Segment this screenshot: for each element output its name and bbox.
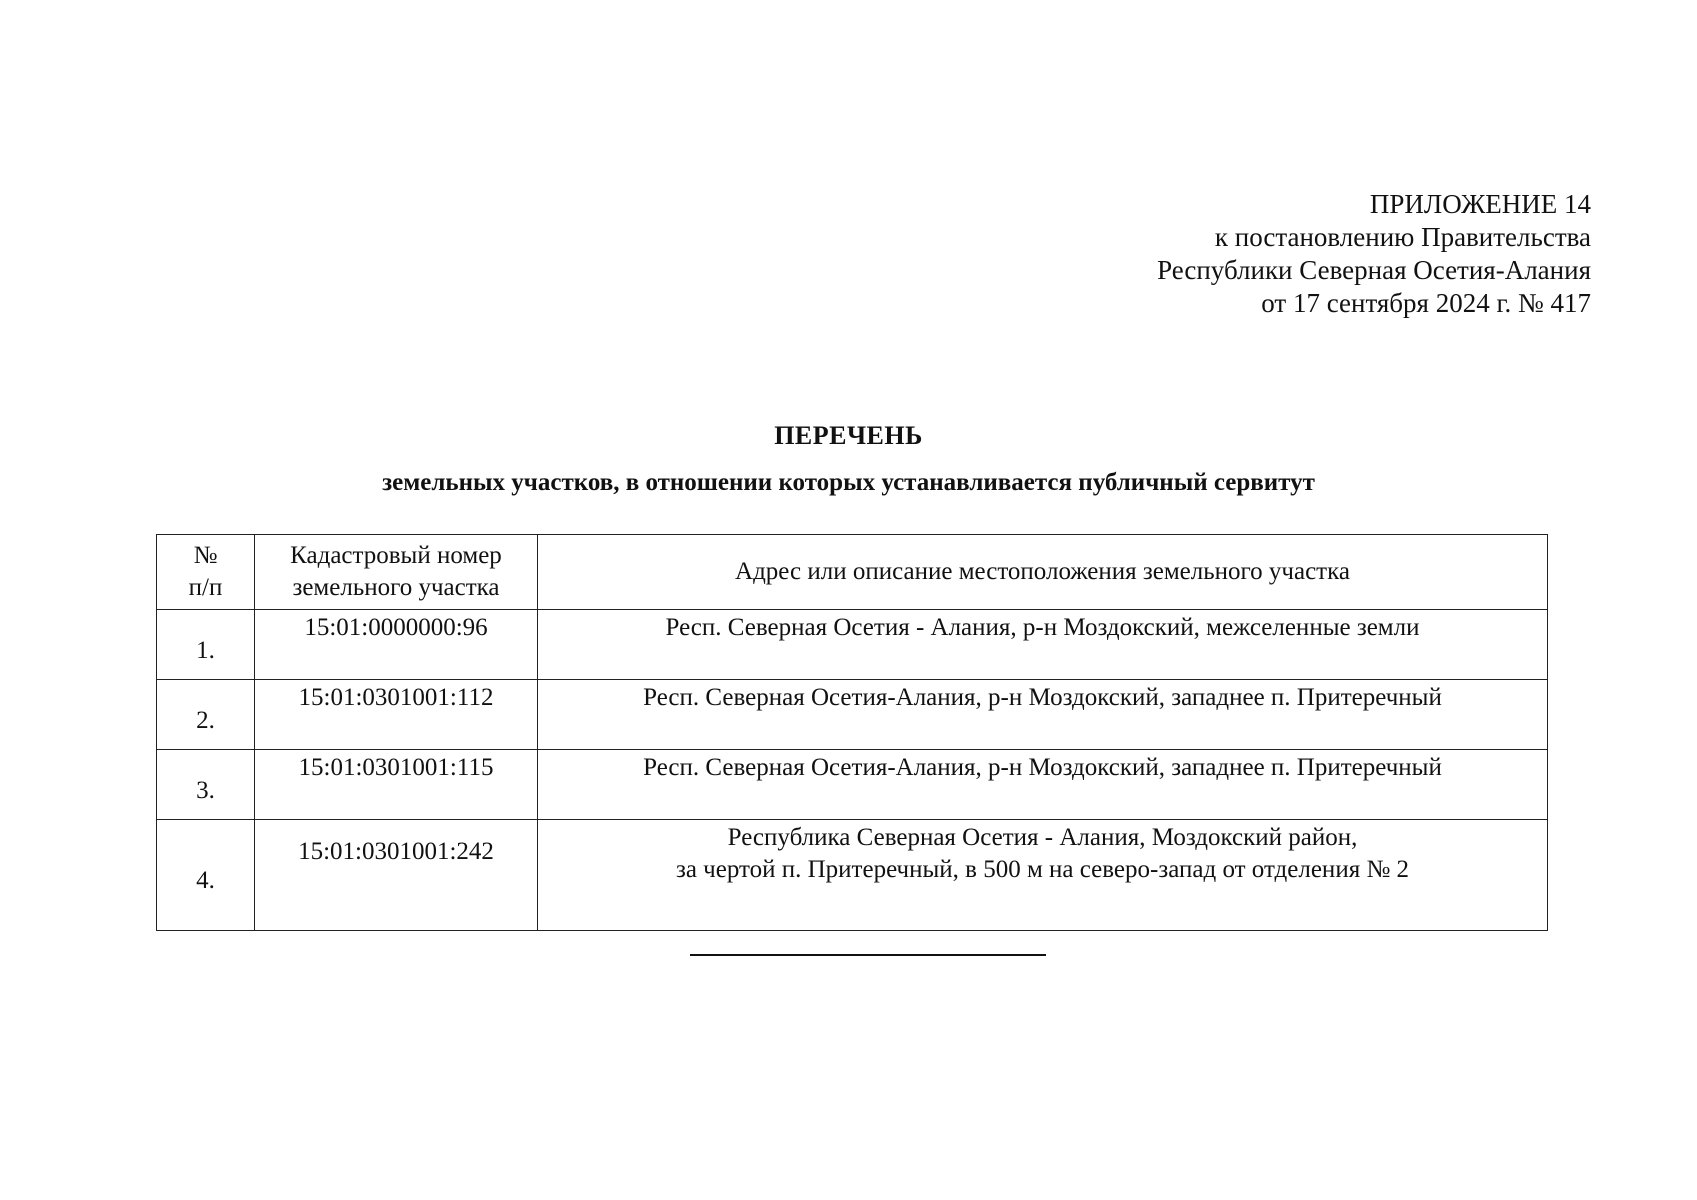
appendix-header <box>1157 188 1591 320</box>
header-address: Адрес или описание местоположения земельного участка <box>538 535 1548 610</box>
appendix-date-number: от 17 сентября 2024 г. № 417 <box>1261 288 1591 318</box>
row-address-line1: Респ. Северная Осетия-Алания, р-н Моздокский, западнее п. Притеречный <box>643 684 1442 711</box>
row-number: 4. <box>157 820 255 931</box>
row-address <box>538 680 1548 750</box>
row-number: 2. <box>157 680 255 750</box>
row-cadastral-number: 15:01:0301001:115 <box>255 750 538 820</box>
document-subtitle: земельных участков, в отношении которых устанавливается публичный сервитут <box>382 469 1315 496</box>
header-cadastral-line2: земельного участка <box>292 574 500 601</box>
row-address <box>538 750 1548 820</box>
document-title: ПЕРЕЧЕНЬ <box>774 421 923 450</box>
header-number <box>157 535 255 610</box>
row-address-line1: Респ. Северная Осетия - Алания, р-н Моздокский, межселенные земли <box>665 614 1420 641</box>
row-number: 3. <box>157 750 255 820</box>
closing-divider-line <box>690 954 1046 956</box>
table-row <box>157 610 1548 680</box>
row-number: 1. <box>157 610 255 680</box>
row-address-line1: Респ. Северная Осетия-Алания, р-н Моздокский, западнее п. Притеречный <box>643 754 1442 781</box>
row-address <box>538 820 1548 931</box>
row-address <box>538 610 1548 680</box>
header-number-line2: п/п <box>188 574 223 601</box>
parcels-table <box>156 534 1548 931</box>
appendix-number: ПРИЛОЖЕНИЕ 14 <box>1369 189 1591 219</box>
appendix-government: Республики Северная Осетия-Алания <box>1157 255 1591 285</box>
appendix-resolution-ref: к постановлению Правительства <box>1214 222 1591 252</box>
table-row <box>157 750 1548 820</box>
table-row <box>157 680 1548 750</box>
row-address-line2: за чертой п. Притеречный, в 500 м на северо-запад от отделения № 2 <box>675 856 1410 883</box>
header-cadastral-line1: Кадастровый номер <box>290 542 502 569</box>
row-cadastral-number: 15:01:0000000:96 <box>255 610 538 680</box>
row-cadastral-number: 15:01:0301001:242 <box>255 820 538 931</box>
header-number-line1: № <box>193 542 218 569</box>
row-cadastral-number: 15:01:0301001:112 <box>255 680 538 750</box>
header-cadastral <box>255 535 538 610</box>
row-address-line1: Республика Северная Осетия - Алания, Моздокский район, <box>727 824 1358 851</box>
table-header-row <box>157 535 1548 610</box>
table-row <box>157 820 1548 931</box>
